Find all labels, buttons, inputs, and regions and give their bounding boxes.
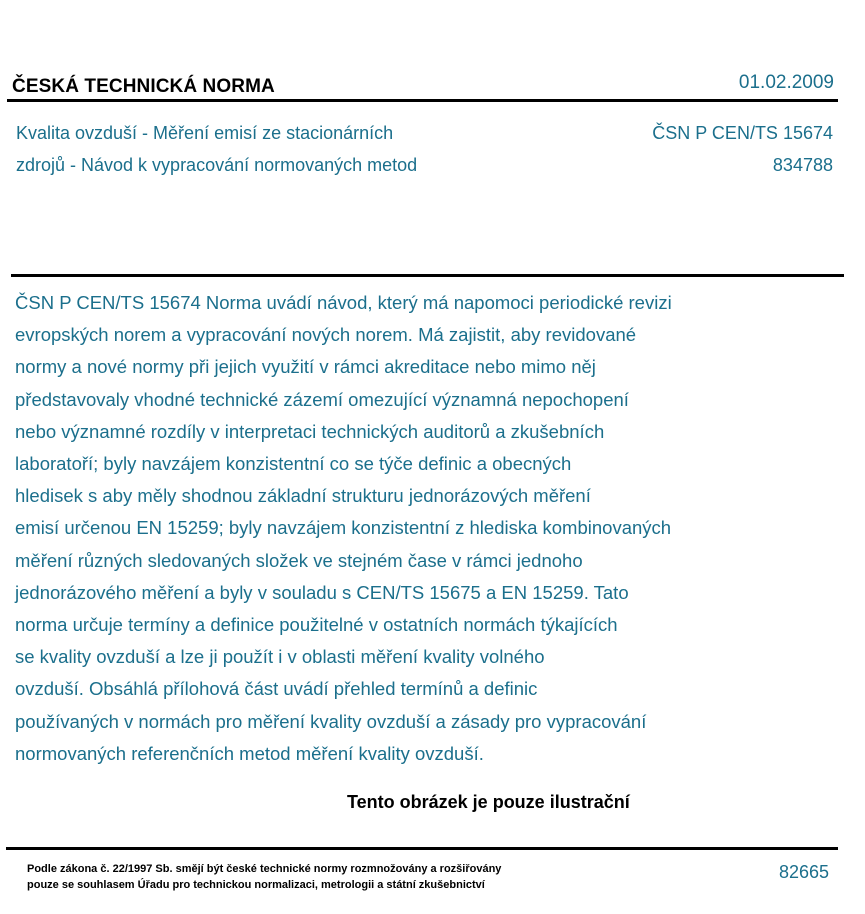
illustration-disclaimer: Tento obrázek je pouze ilustrační <box>347 792 630 812</box>
catalog-number: 82665 <box>778 862 829 882</box>
document-type-heading: ČESKÁ TECHNICKÁ NORMA <box>12 76 275 97</box>
publication-date: 01.02.2009 <box>738 72 834 93</box>
norm-number: 834788 <box>772 155 833 175</box>
section-divider <box>11 274 844 277</box>
norm-code: ČSN P CEN/TS 15674 <box>652 123 833 143</box>
footer-divider <box>6 847 838 850</box>
norm-identifier <box>652 117 833 181</box>
norm-title: Kvalita ovzduší - Měření emisí ze stacionárních zdrojů - Návod k vypracování normovaných metod <box>16 123 418 175</box>
header-divider <box>7 99 838 102</box>
legal-notice: Podle zákona č. 22/1997 Sb. smějí být české technické normy rozmnožovány a rozšiřovány pouze se souhlasem Úřadu pro technickou normalizaci, metrologii a státní zkušebnictví <box>27 863 502 891</box>
norm-abstract: ČSN P CEN/TS 15674 Norma uvádí návod, který má napomoci periodické revizi evropských norem a vypracování nových norem. Má zajistit, aby revidované normy a nové normy při jejich využití v rámci akreditace nebo mimo něj představovaly vhodné technické zázemí omezující významná nepochopení nebo významné rozdíly v interpretaci technických auditorů a zkušebních laboratoří; byly navzájem konzistentní co se týče definic a obecných hledisek s aby měly shodnou základní strukturu jednorázových měření emisí určenou EN 15259; byly navzájem konzistentní z hlediska kombinovaných měření různých sledovaných složek ve stejném čase v rámci jednoho jednorázového měření a byly v souladu s CEN/TS 15675 a EN 15259. Tato norma určuje termíny a definice použitelné v ostatních normách týkajících se kvality ovzduší a lze ji použít i v oblasti měření kvality volného ovzduší. Obsáhlá přílohová část uvádí přehled termínů a definic používaných v normách pro měření kvality ovzduší a zásady pro vypracování normovaných referenčních metod měření kvality ovzduší. <box>15 292 672 764</box>
